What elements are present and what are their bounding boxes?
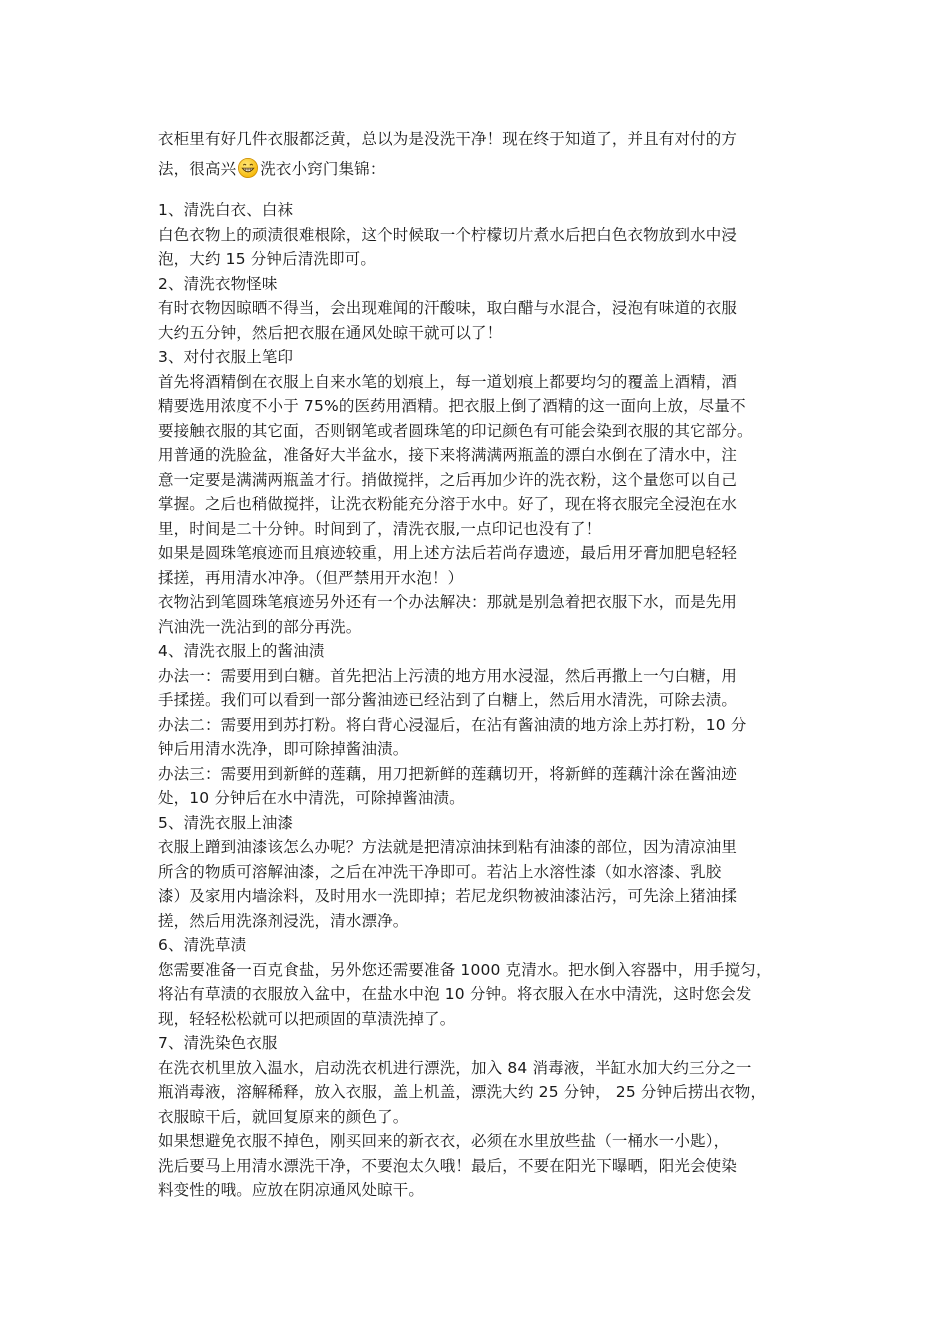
tips-content bbox=[158, 198, 798, 1203]
text-line: 办法二：需要用到苏打粉。将白背心浸湿后，在沾有酱油渍的地方涂上苏打粉，10 分 bbox=[158, 715, 747, 734]
text-line: 3、对付衣服上笔印 bbox=[158, 348, 294, 366]
text-line: 用普通的洗脸盆，准备好大半盆水，接下来将满满两瓶盖的漂白水倒在了清水中，注 bbox=[158, 446, 738, 464]
text-line: 搓，然后用洗涤剂浸洗，清水漂净。 bbox=[158, 911, 409, 930]
text-line: 4、清洗衣服上的酱油渍 bbox=[158, 642, 325, 660]
text-line: 将沾有草渍的衣服放入盆中，在盐水中泡 10 分钟。将衣服入在水中清洗，这时您会发 bbox=[158, 985, 752, 1003]
text-line: 首先将酒精倒在衣服上自来水笔的划痕上，每一道划痕上都要均匀的覆盖上酒精，酒 bbox=[158, 372, 738, 391]
text-line: 意一定要是满满两瓶盖才行。捎做搅拌，之后再加少许的洗衣粉，这个量您可以自己 bbox=[158, 470, 738, 489]
intro-line-2-end: 洗衣小窍门集锦： bbox=[260, 160, 386, 178]
text-line: 精要选用浓度不小于 75%的医药用酒精。把衣服上倒了酒精的这一面向上放，尽量不 bbox=[158, 397, 746, 415]
text-line: 衣服上蹭到油漆该怎么办呢？方法就是把清凉油抹到粘有油漆的部位，因为清凉油里 bbox=[158, 838, 738, 856]
text-line: 洗后要马上用清水漂洗干净，不要泡太久哦！最后，不要在阳光下曝晒，阳光会使染 bbox=[158, 1156, 738, 1175]
text-line: 要接触衣服的其它面，否则钢笔或者圆珠笔的印记颜色有可能会染到衣服的其它部分。 bbox=[158, 421, 753, 440]
text-line: 泡，大约 15 分钟后清洗即可。 bbox=[158, 250, 376, 268]
intro-line-2 bbox=[158, 154, 798, 184]
text-line: 所含的物质可溶解油漆，之后在冲洗干净即可。若沾上水溶性漆（如水溶漆、乳胶 bbox=[158, 862, 722, 881]
text-line: 漆）及家用内墙涂料，及时用水一洗即掉；若尼龙织物被油漆沾污，可先涂上猪油揉 bbox=[158, 887, 738, 905]
grinning-face-icon bbox=[237, 157, 259, 179]
text-line: 如果是圆珠笔痕迹而且痕迹较重，用上述方法后若尚存遗迹，最后用牙膏加肥皂轻轻 bbox=[158, 544, 738, 562]
text-line: 1、清洗白衣、白袜 bbox=[158, 201, 294, 219]
intro-line-2-start: 法，很高兴 bbox=[158, 160, 237, 178]
text-line: 7、清洗染色衣服 bbox=[158, 1034, 278, 1052]
text-line: 办法一：需要用到白糖。首先把沾上污渍的地方用水浸湿，然后再撒上一勺白糖，用 bbox=[158, 666, 738, 685]
text-line: 6、清洗草渍 bbox=[158, 936, 247, 954]
text-line: 瓶消毒液，溶解稀释，放入衣服，盖上机盖，漂洗大约 25 分钟， 25 分钟后捞出衣物， bbox=[158, 1083, 767, 1101]
text-line: 里，时间是二十分钟。时间到了，清洗衣服,一点印记也没有了！ bbox=[158, 519, 602, 538]
text-line: 掌握。之后也稍做搅拌，让洗衣粉能充分溶于水中。好了，现在将衣服完全浸泡在水 bbox=[158, 495, 738, 513]
text-line: 您需要准备一百克食盐，另外您还需要准备 1000 克清水。把水倒入容器中，用手搅匀， bbox=[158, 960, 772, 979]
text-line: 有时衣物因晾晒不得当，会出现难闻的汗酸味，取白醋与水混合，浸泡有味道的衣服 bbox=[158, 299, 738, 317]
text-line: 衣物沾到笔圆珠笔痕迹另外还有一个办法解决：那就是别急着把衣服下水，而是先用 bbox=[158, 593, 738, 611]
text-line: 白色衣物上的顽渍很难根除，这个时候取一个柠檬切片煮水后把白色衣物放到水中浸 bbox=[158, 225, 738, 244]
text-line: 在洗衣机里放入温水，启动洗衣机进行漂洗，加入 84 消毒液，半缸水加大约三分之一 bbox=[158, 1058, 752, 1077]
text-line: 衣服晾干后，就回复原来的颜色了。 bbox=[158, 1107, 409, 1126]
text-line: 办法三：需要用到新鲜的莲藕，用刀把新鲜的莲藕切开，将新鲜的莲藕汁涂在酱油迹 bbox=[158, 764, 738, 783]
intro-paragraph bbox=[158, 124, 798, 184]
text-line: 手揉搓。我们可以看到一部分酱油迹已经沾到了白糖上，然后用水清洗，可除去渍。 bbox=[158, 691, 738, 709]
intro-line-1: 衣柜里有好几件衣服都泛黄，总以为是没洗干净！现在终于知道了，并且有对付的方 bbox=[158, 130, 738, 148]
text-line: 5、清洗衣服上油漆 bbox=[158, 813, 294, 832]
document-body bbox=[158, 124, 798, 1203]
text-line: 钟后用清水洗净，即可除掉酱油渍。 bbox=[158, 740, 409, 758]
text-line: 现，轻轻松松就可以把顽固的草渍洗掉了。 bbox=[158, 1009, 456, 1028]
text-line: 揉搓，再用清水冲净。（但严禁用开水泡！） bbox=[158, 568, 464, 587]
text-line: 2、清洗衣物怪味 bbox=[158, 274, 278, 293]
text-line: 料变性的哦。应放在阴凉通风处晾干。 bbox=[158, 1181, 425, 1199]
text-line: 如果想避免衣服不掉色，刚买回来的新衣衣，必须在水里放些盐（一桶水一小匙）， bbox=[158, 1132, 730, 1150]
text-line: 汽油洗一洗沾到的部分再洗。 bbox=[158, 617, 362, 636]
text-line: 大约五分钟，然后把衣服在通风处晾干就可以了！ bbox=[158, 323, 503, 342]
text-line: 处，10 分钟后在水中清洗，可除掉酱油渍。 bbox=[158, 789, 465, 807]
